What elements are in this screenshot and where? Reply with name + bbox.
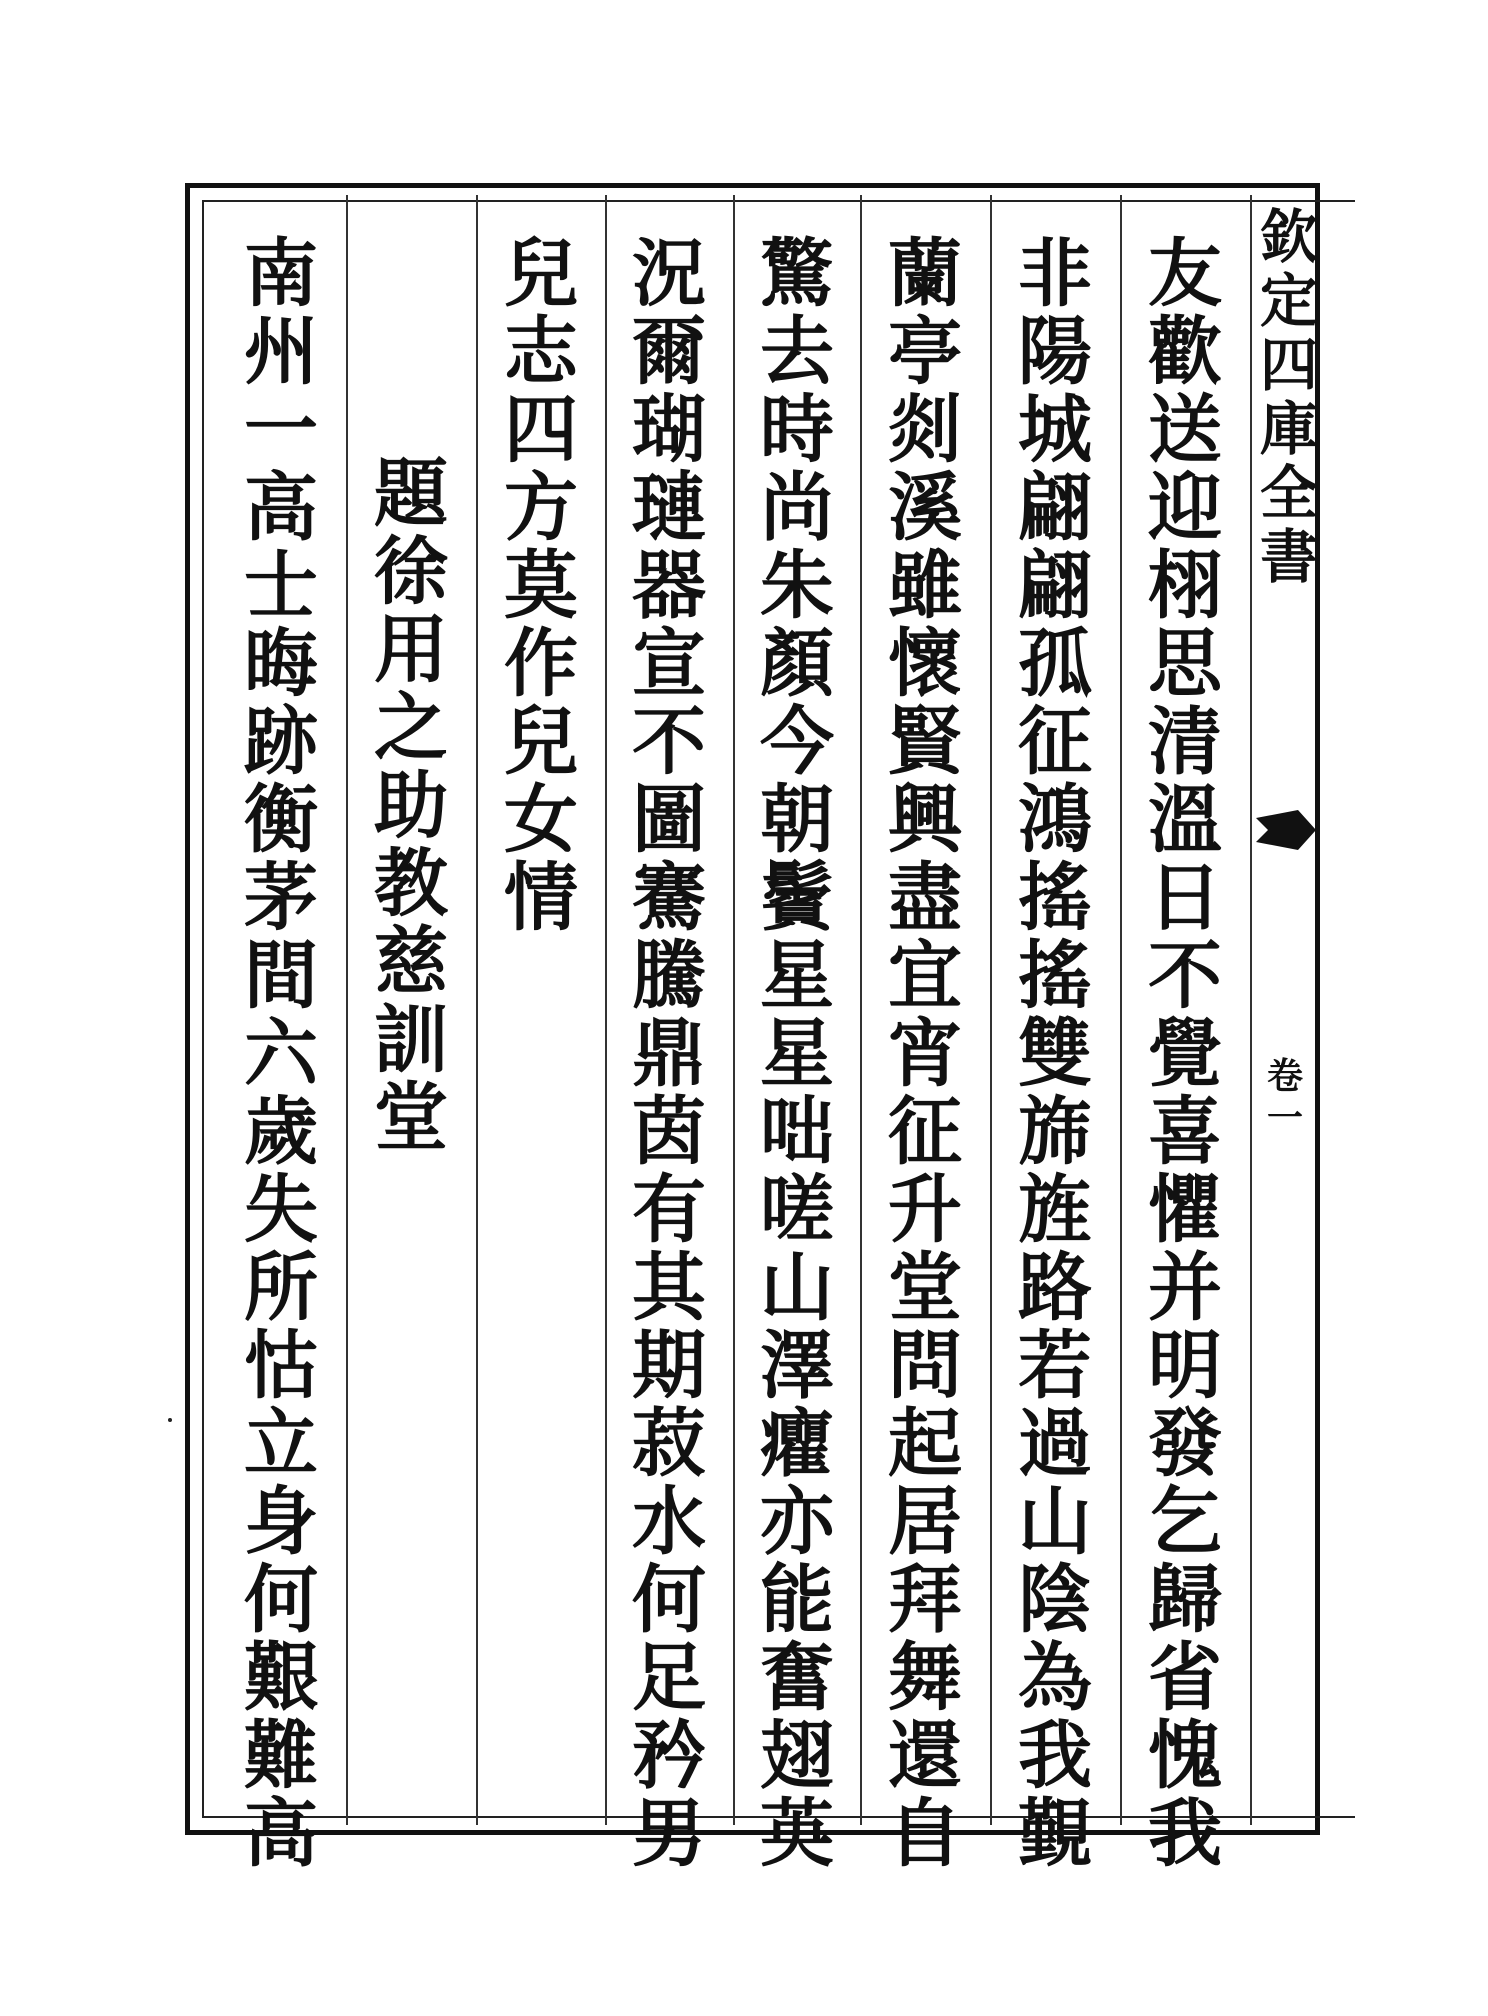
character: 六 xyxy=(244,1011,318,1097)
column-rule xyxy=(990,195,992,1825)
character: 朝 xyxy=(760,777,834,863)
character: 今 xyxy=(760,699,834,785)
character: 溪 xyxy=(888,465,962,551)
character: 有 xyxy=(632,1167,706,1253)
character: 教 xyxy=(374,841,448,927)
character: 栩 xyxy=(1148,543,1222,629)
character: 征 xyxy=(1018,699,1092,785)
character: 莫 xyxy=(504,543,578,629)
character: 清 xyxy=(1148,699,1222,785)
character: 書 xyxy=(1259,523,1318,591)
character: 過 xyxy=(1018,1401,1092,1487)
character: 難 xyxy=(244,1713,318,1799)
character: 問 xyxy=(888,1323,962,1409)
character: 還 xyxy=(888,1713,962,1799)
character: 咄 xyxy=(760,1089,834,1175)
character: 矜 xyxy=(632,1713,706,1799)
character: 騫 xyxy=(632,855,706,941)
character: 圖 xyxy=(632,777,706,863)
character: 升 xyxy=(888,1167,962,1253)
character: 璉 xyxy=(632,465,706,551)
character: 迎 xyxy=(1148,465,1222,551)
character: 鴻 xyxy=(1018,777,1092,863)
character: 不 xyxy=(632,699,706,785)
character: 之 xyxy=(374,685,448,771)
character: 嗟 xyxy=(760,1167,834,1253)
character: 溫 xyxy=(1148,777,1222,863)
character: 爾 xyxy=(632,309,706,395)
character: 翩 xyxy=(1018,543,1092,629)
character: 徐 xyxy=(374,529,448,615)
character: 四 xyxy=(1259,331,1318,399)
character: 全 xyxy=(1259,459,1318,527)
character: 驚 xyxy=(760,231,834,317)
character: 南 xyxy=(244,231,318,317)
character: 兒 xyxy=(504,699,578,785)
character: 愧 xyxy=(1148,1713,1222,1799)
character: 情 xyxy=(504,855,578,941)
character: 喜 xyxy=(1148,1089,1222,1175)
character: 搖 xyxy=(1018,933,1092,1019)
character: 明 xyxy=(1148,1323,1222,1409)
character: 作 xyxy=(504,621,578,707)
character: 山 xyxy=(760,1245,834,1331)
character: 翅 xyxy=(760,1713,834,1799)
character: 興 xyxy=(888,777,962,863)
character: 怙 xyxy=(244,1323,318,1409)
character: 水 xyxy=(632,1479,706,1565)
character: 四 xyxy=(504,387,578,473)
character: 茵 xyxy=(632,1089,706,1175)
character: 顏 xyxy=(760,621,834,707)
character: 庫 xyxy=(1259,395,1318,463)
character: 發 xyxy=(1148,1401,1222,1487)
column-rule xyxy=(860,195,862,1825)
character: 陰 xyxy=(1018,1557,1092,1643)
character: 高 xyxy=(244,465,318,551)
character: 拜 xyxy=(888,1557,962,1643)
character: 省 xyxy=(1148,1635,1222,1721)
character: 志 xyxy=(504,309,578,395)
character: 若 xyxy=(1018,1323,1092,1409)
character: 男 xyxy=(632,1791,706,1877)
character: 覺 xyxy=(1148,1011,1222,1097)
character: 雖 xyxy=(888,543,962,629)
character: 何 xyxy=(632,1557,706,1643)
character: 士 xyxy=(244,543,318,629)
character: 宣 xyxy=(632,621,706,707)
character: 搖 xyxy=(1018,855,1092,941)
character: 堂 xyxy=(374,1075,448,1161)
column-rule xyxy=(1120,195,1122,1825)
character: 去 xyxy=(760,309,834,395)
character: 陽 xyxy=(1018,309,1092,395)
character: 歲 xyxy=(244,1089,318,1175)
character: 賢 xyxy=(888,699,962,785)
character: 自 xyxy=(888,1791,962,1877)
character: 失 xyxy=(244,1167,318,1253)
character: 茅 xyxy=(244,855,318,941)
character: 女 xyxy=(504,777,578,863)
character: 懼 xyxy=(1148,1167,1222,1253)
character: 一 xyxy=(1266,1097,1303,1139)
spine xyxy=(1250,195,1320,1825)
character: 時 xyxy=(760,387,834,473)
character: 乞 xyxy=(1148,1479,1222,1565)
character: 堂 xyxy=(888,1245,962,1331)
character: 州 xyxy=(244,309,318,395)
fish-tail-mark-icon xyxy=(1256,810,1316,850)
character: 用 xyxy=(374,607,448,693)
character: 器 xyxy=(632,543,706,629)
text-column xyxy=(742,231,852,1877)
character: 助 xyxy=(374,763,448,849)
character: 晦 xyxy=(244,621,318,707)
character: 蘭 xyxy=(888,231,962,317)
character: 艱 xyxy=(244,1635,318,1721)
character: 盡 xyxy=(888,855,962,941)
text-column xyxy=(1130,231,1240,1877)
character: 兒 xyxy=(504,231,578,317)
character: 不 xyxy=(1148,933,1222,1019)
character: 訓 xyxy=(374,997,448,1083)
character: 星 xyxy=(760,1011,834,1097)
character: 慈 xyxy=(374,919,448,1005)
character: 剡 xyxy=(888,387,962,473)
character: 況 xyxy=(632,231,706,317)
character: 癯 xyxy=(760,1401,834,1487)
character: 征 xyxy=(888,1089,962,1175)
character: 高 xyxy=(244,1791,318,1877)
character: 澤 xyxy=(760,1323,834,1409)
character: 雙 xyxy=(1018,1011,1092,1097)
spine-juan xyxy=(1260,1055,1310,1139)
column-rule xyxy=(476,195,478,1825)
character: 立 xyxy=(244,1401,318,1487)
character: 瑚 xyxy=(632,387,706,473)
text-column xyxy=(614,231,724,1877)
character: 亦 xyxy=(760,1479,834,1565)
character: 居 xyxy=(888,1479,962,1565)
character: 懷 xyxy=(888,621,962,707)
column-rule xyxy=(605,195,607,1825)
character: 菽 xyxy=(632,1401,706,1487)
character: 旌 xyxy=(1018,1167,1092,1253)
character: 山 xyxy=(1018,1479,1092,1565)
character: 欽 xyxy=(1259,203,1318,271)
character: 宵 xyxy=(888,1011,962,1097)
character: 城 xyxy=(1018,387,1092,473)
character: 歸 xyxy=(1148,1557,1222,1643)
character: 定 xyxy=(1259,267,1318,335)
character: 非 xyxy=(1018,231,1092,317)
character: 方 xyxy=(504,465,578,551)
character: 鬢 xyxy=(760,855,834,941)
character: 思 xyxy=(1148,621,1222,707)
text-column xyxy=(870,231,980,1877)
character: 亭 xyxy=(888,309,962,395)
character: 宜 xyxy=(888,933,962,1019)
character: 為 xyxy=(1018,1635,1092,1721)
character: 所 xyxy=(244,1245,318,1331)
character: 友 xyxy=(1148,231,1222,317)
column-rule xyxy=(346,195,348,1825)
character: 并 xyxy=(1148,1245,1222,1331)
text-column xyxy=(486,231,596,941)
character: 朱 xyxy=(760,543,834,629)
character: 起 xyxy=(888,1401,962,1487)
character: 能 xyxy=(760,1557,834,1643)
character: 奮 xyxy=(760,1635,834,1721)
character: 其 xyxy=(632,1245,706,1331)
character: 星 xyxy=(760,933,834,1019)
character: 跡 xyxy=(244,699,318,785)
character: 期 xyxy=(632,1323,706,1409)
character: 一 xyxy=(244,387,318,473)
text-column-heading xyxy=(356,451,466,1161)
text-column xyxy=(226,231,336,1877)
character: 孤 xyxy=(1018,621,1092,707)
character: 衡 xyxy=(244,777,318,863)
character: 舞 xyxy=(888,1635,962,1721)
character: 路 xyxy=(1018,1245,1092,1331)
character: 尚 xyxy=(760,465,834,551)
spine-title xyxy=(1258,205,1320,589)
character: 日 xyxy=(1148,855,1222,941)
character: 旆 xyxy=(1018,1089,1092,1175)
character: 覲 xyxy=(1018,1791,1092,1877)
character: 足 xyxy=(632,1635,706,1721)
character: 身 xyxy=(244,1479,318,1565)
character: 何 xyxy=(244,1557,318,1643)
character: 我 xyxy=(1148,1791,1222,1877)
character: 送 xyxy=(1148,387,1222,473)
character: 間 xyxy=(244,933,318,1019)
character: 翩 xyxy=(1018,465,1092,551)
column-rule xyxy=(733,195,735,1825)
character: 騰 xyxy=(632,933,706,1019)
ink-dot xyxy=(168,1418,172,1422)
character: 題 xyxy=(374,451,448,537)
character: 英 xyxy=(760,1791,834,1877)
text-column xyxy=(1000,231,1110,1877)
character: 鼎 xyxy=(632,1011,706,1097)
character: 歡 xyxy=(1148,309,1222,395)
character: 卷 xyxy=(1266,1055,1303,1097)
character: 我 xyxy=(1018,1713,1092,1799)
